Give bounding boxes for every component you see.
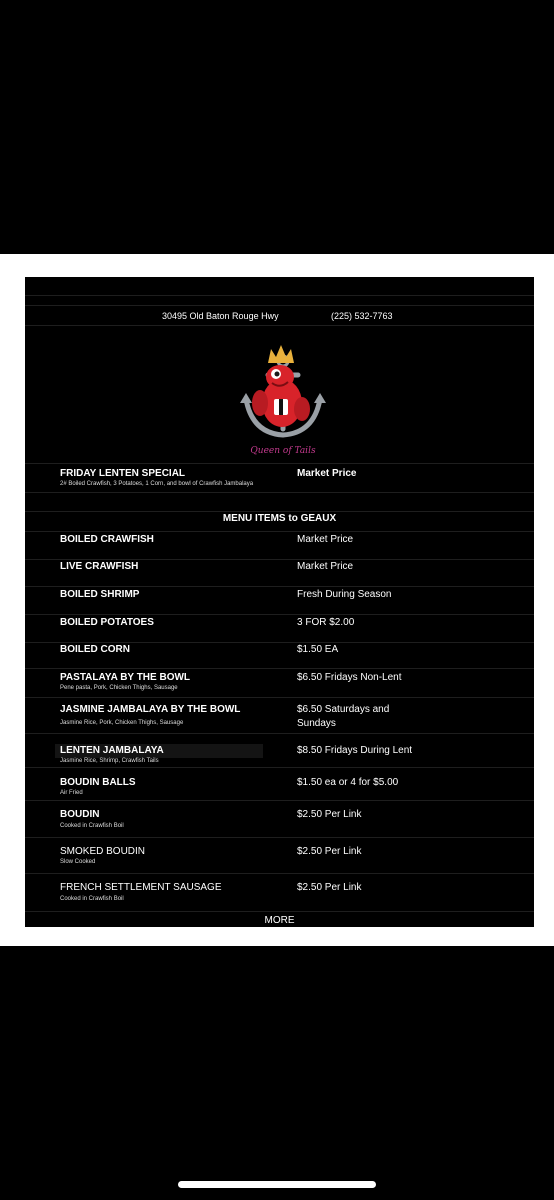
divider <box>25 305 534 306</box>
menu-item-name: PASTALAYA BY THE BOWL <box>60 672 191 683</box>
divider <box>25 463 534 464</box>
more-link[interactable]: MORE <box>264 915 295 926</box>
divider <box>25 837 534 838</box>
menu-item-price: $8.50 Fridays During Lent <box>297 745 413 756</box>
menu-item-description: Pene pasta, Pork, Chicken Thighs, Sausage <box>60 685 178 691</box>
divider <box>25 295 534 296</box>
divider <box>25 614 534 615</box>
divider <box>25 800 534 801</box>
special-title: FRIDAY LENTEN SPECIAL <box>60 468 186 479</box>
menu-item-price: 3 FOR $2.00 <box>297 617 355 628</box>
divider <box>25 325 534 326</box>
section-title: MENU ITEMS to GEAUX <box>222 513 337 524</box>
special-price: Market Price <box>297 468 357 479</box>
menu-item-name: LENTEN JAMBALAYA <box>60 745 164 756</box>
menu-item-description: Jasmine Rice, Shrimp, Crawfish Tails <box>60 758 159 764</box>
menu-item-name: LIVE CRAWFISH <box>60 561 139 572</box>
phone-number: (225) 532-7763 <box>331 311 393 321</box>
menu-item-price: $6.50 Fridays Non-Lent <box>297 672 402 683</box>
divider <box>25 668 534 669</box>
divider <box>25 586 534 587</box>
divider <box>25 559 534 560</box>
menu-item-name: JASMINE JAMBALAYA BY THE BOWL <box>60 704 241 715</box>
menu-item-price: $1.50 EA <box>297 644 339 655</box>
menu-item-name: FRENCH SETTLEMENT SAUSAGE <box>60 882 222 893</box>
divider <box>25 873 534 874</box>
menu-board <box>25 277 534 927</box>
menu-item-price: $2.50 Per Link <box>297 882 362 893</box>
divider <box>25 492 534 493</box>
menu-item-price: Market Price <box>297 561 354 572</box>
menu-item-price: Market Price <box>297 534 354 545</box>
divider <box>25 642 534 643</box>
divider <box>25 733 534 734</box>
divider <box>25 511 534 512</box>
special-description: 2# Boiled Crawfish, 3 Potatoes, 1 Corn, and bowl of Crawfish Jambalaya <box>60 481 254 487</box>
divider <box>25 911 534 912</box>
home-indicator[interactable] <box>178 1181 376 1188</box>
divider <box>25 697 534 698</box>
menu-item-name: BOILED CORN <box>60 644 130 655</box>
menu-item-description: Cooked in Crawfish Boil <box>60 823 124 829</box>
menu-item-description: Air Fried <box>60 790 83 796</box>
divider <box>25 531 534 532</box>
menu-item-price: Fresh During Season <box>297 589 392 600</box>
logo-script-text: Queen of Tails <box>250 446 316 456</box>
crawfish-anchor-logo <box>238 337 328 459</box>
menu-item-description: Slow Cooked <box>60 859 96 865</box>
menu-item-price: $2.50 Per Link <box>297 846 362 857</box>
divider <box>25 767 534 768</box>
menu-item-description: Jasmine Rice, Pork, Chicken Thighs, Sausage <box>60 720 184 726</box>
menu-item-price: $2.50 Per Link <box>297 809 362 820</box>
menu-item-name: BOILED CRAWFISH <box>60 534 154 545</box>
menu-item-name: BOILED POTATOES <box>60 617 154 628</box>
menu-item-description: Cooked in Crawfish Boil <box>60 896 124 902</box>
menu-item-price: $1.50 ea or 4 for $5.00 <box>297 777 399 788</box>
menu-item-name: BOILED SHRIMP <box>60 589 140 600</box>
menu-item-name: SMOKED BOUDIN <box>60 846 146 857</box>
address: 30495 Old Baton Rouge Hwy <box>162 311 279 321</box>
menu-item-name: BOUDIN BALLS <box>60 777 136 788</box>
menu-item-price: $6.50 Saturdays and Sundays <box>297 704 390 729</box>
menu-item-name: BOUDIN <box>60 809 100 820</box>
